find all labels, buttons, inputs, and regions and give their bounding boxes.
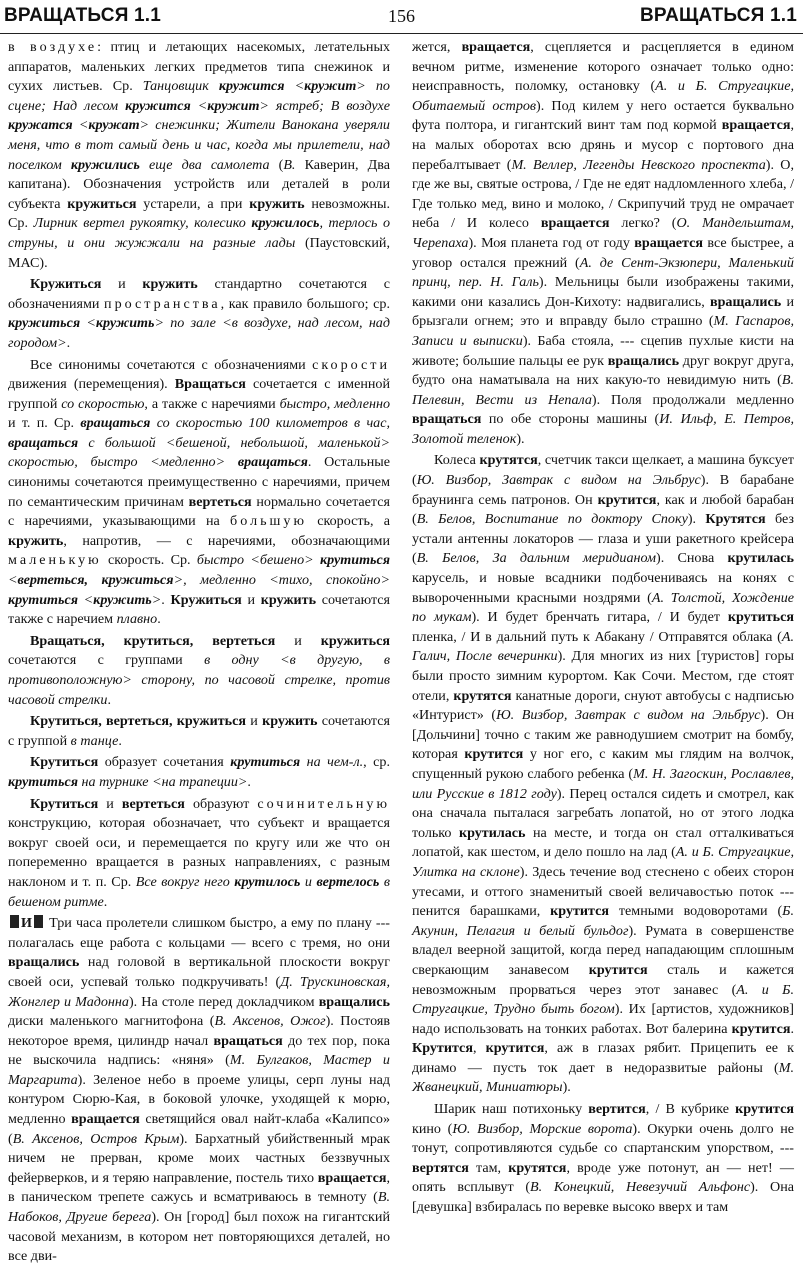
paragraph: Все синонимы сочетаются с обозначениями скорости движения (перемещения). Вращаться сочетается с именной группой со скоростью, а также с наречиями быстро, медленно и т. п. Ср. вращаться со скоростью 100 километров в час, вращаться с большой <бешеной, небольшой, маленькой> скоростью, быстро <медленно> вращаться. Остальные синонимы сочетаются преимущественно с наречиями, причем по семантическим причинам вертеться нормально сочетается с наречиями, указывающими на большую скорость, а кружить, напротив, — с наречиями, обозначающими маленькую скорость. Ср. быстро <бешено> крутиться <вертеться, кружиться>, медленно <тихо, спокойно> крутиться <кружить>. Кружиться и кружить сочетаются также с наречием плавно.: [8, 356, 391, 628]
paragraph: Колеса крутятся, счетчик такси щелкает, а машина буксует (Ю. Визбор, Завтрак с видом на Эльбрус). В барабане браунинга семь патронов. Он крутится, как и любой барабан (В. Белов, Воспитание по доктору Споку). Крутятся без устали антенны локаторов — глаза и уши ракетного крейсера (В. Белов, За дальним меридианом). Снова крутилась карусель, и новые всадники подбочениваясь на конях с вывороченными красными ноздрями (А. Толстой, Хождение по мукам). И будет бренчать гитара, / И будет крутиться пленка, / И в дальний путь к Абакану / Отправятся облака (А. Галич, После вечеринки). Для многих из них [туристов] горы были просто зимним курортом. Как Сочи. Местом, где стоят отели, крутятся канатные дороги, снуют автобусы с надписью «Интурист» (Ю. Визбор, Завтрак с видом на Эльбрус). Он [Дольчини] точно с таким же равнодушием смотрит на бомбу, которая крутится у ног его, с каким мы глядим на волчок, спущенный рукою слабого ребенка (М. Н. Загоскин, Рославлев, или Русские в 1812 году). Перец остался сидеть и смотрел, как она сначала пыталася загребать лопатой, но от этого лодка только крутилась на месте, и тогда он стал отталкиваться лопатой, как шестом, и дело пошло на лад (А. и Б. Стругацкие, Улитка на склоне). Здесь течение вод стеснено с обеих сторон утесами, и оттого знаменитый своей величавостью поток --- пенится барашками, крутится темными водоворотами (Б. Акунин, Пелагия и белый бульдог). Румата в совершенстве владел веерной защитой, когда перед нападающим сплошным сверкающим занавесом крутится сталь и кажется невозможным прорваться через этот занавес (А. и Б. Стругацкие, Трудно быть богом). Их [артистов, художников] надо использовать на тонких работах. Вот балерина крутится. Крутится, крутится, аж в глазах рябит. Прицепить ее к динамо — пусть ток дает в недоразвитые районы (М. Жванецкий, Миниатюры).: [412, 452, 795, 1096]
paragraph: в воздухе: птиц и летающих насекомых, летательных аппаратов, маленьких легких предметов типа снежинок и сухих листьев. Ср. Танцовщик кружится <кружит> по сцене; Над лесом кружится <кружит> ястреб; В воздухе кружатся <кружат> снежинки; Жители Ванокана уверяли меня, что в тот самый день и час, когда мы прилетели, над поселком кружились еще два самолета (В. Каверин, Два капитана). Обозначения устройств или деталей в роли субъекта кружиться устарели, а при кружить невозможны. Ср. Лирник вертел рукоятку, колесико кружилось, терлось о струны, и они жужжали на разные лады (Паустовский, МАС).: [8, 39, 391, 271]
paragraph: Шарик наш потихоньку вертится, / В кубрике крутится кино (Ю. Визбор, Морские ворота). Окурки очень долго не тонут, сопротивляются судьбе со спартанским упорством, --- вертятся там, крутятся, вроде уже потонут, ан — нет! — опять всплывут (В. Конецкий, Невезучий Альфонс). Она [девушка] взбиралась по веревке высоко вверх и там: [412, 1101, 795, 1216]
running-title-right: ВРАЩАТЬСЯ 1.1: [639, 5, 797, 26]
paragraph: Крутиться образует сочетания крутиться на чем-л., ср. крутиться на турнике <на трапеции>.: [8, 754, 391, 790]
header-rule: [0, 33, 803, 34]
examples-paragraph: И Три часа пролетели слишком быстро, а ему по плану --- полагалась еще работа с кольцами — всего с тремя, но они вращались над головой в вертикальной плоскости вокруг своей оси, успевай только подкручивать! (Д. Трускиновская, Жонглер и Мадонна). На столе перед докладчиком вращались диски маленького магнитофона (В. Аксенов, Ожог). Постояв некоторое время, цилиндр начал вращаться до тех пор, пока не выскочила надпись: «няня» (М. Булгаков, Мастер и Маргарита). Зеленое небо в проеме улицы, серп луны над контуром Сюрю-Кая, в боковой улочке, уходящей к морю, медленно вращается светящийся овал найт-клаба «Калипсо» (В. Аксенов, Остров Крым). Бархатный убийственный мрак ничем не прерван, кроме моих частных беззвучных фейерверков, и я теряю направление, постель тихо вращается, в паническом трепете сажусь и всматриваюсь в темноту (В. Набоков, Другие берега). Он [город] был похож на гигантский часовой механизм, в котором нет повторяющихся деталей, но все дви-: [8, 915, 390, 1265]
right-column: [412, 38, 795, 1216]
paragraph: Вращаться, крутиться, вертеться и кружиться сочетаются с группами в одну <в другую, в противоположную> сторону, по часовой стрелке, против часовой стрелки.: [8, 632, 390, 708]
page-header: [0, 0, 803, 32]
page-number: 156: [388, 6, 415, 26]
paragraph: Крутиться и вертеться образуют сочинительную конструкцию, которая обозначает, что субъект и вращается вокруг своей оси, и перемещается по кругу или же что он попеременно вращается в разных направлениях, с разным наклоном и т. п. Ср. Все вокруг него крутилось и вертелось в бешеном ритме.: [8, 795, 391, 910]
left-column: [8, 38, 391, 1265]
paragraph: Крутиться, вертеться, кружиться и кружить сочетаются с группой в танце.: [8, 713, 391, 749]
running-title-left: ВРАЩАТЬСЯ 1.1: [4, 5, 162, 26]
paragraph: жется, вращается, сцепляется и расцепляется в едином вечном ритме, изменение которого означает только одно: неисправность, поломку, остановку (А. и Б. Стругацкие, Обитаемый остров). Под килем у него остается буквально фута полтора, и гигантский винт там под кормой вращается, на малых оборотах всю дрянь и мусор с портового дна перебалтывает (М. Веллер, Легенды Невского проспекта). О, где же вы, святые острова, / Где не едят надломленного хлеба, / Где только мед, вино и молоко, / Скрипучий труд не омрачает неба / И колесо вращается легко? (О. Мандельштам, Черепаха). Моя планета год от году вращается все быстрее, а уговор остался прежний (А. де Сент-Экзюпери, Маленький принц, пер. Н. Галь). Мельницы были изображены такими, какими они казались Дон-Кихоту: надвигались, вращались и брызгали огнем; это и вправду было страшно (М. Гаспаров, Записи и выписки). Баба стояла, --- сцепив пухлые кисти на животе; большие пальцы ее рук вращались друг вокруг друга, будто она наматывала на них какую-то невидимую нить (В. Пелевин, Вести из Непала). Поля продолжали медленно вращаться по обе стороны машины (И. Ильф, Е. Петров, Золотой теленок).: [412, 39, 794, 447]
paragraph: Кружиться и кружить стандартно сочетаются с обозначениями пространства, как правило большого; ср. кружиться <кружить> по зале <в воздухе, над лесом, над городом>.: [8, 276, 390, 351]
